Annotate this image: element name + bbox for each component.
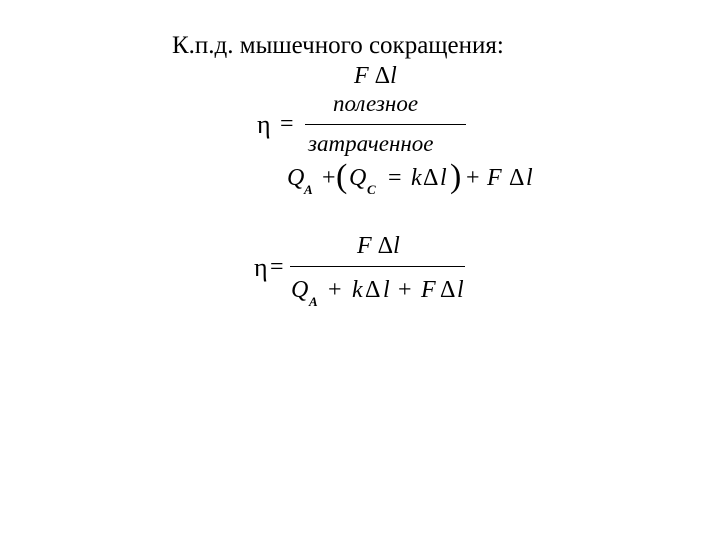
formula3-den-plus1: + [328,277,342,303]
formula2-plus2: + [466,165,480,191]
formula1-denominator: затраченное [308,131,434,156]
formula2-Q: Q [287,165,305,191]
formula2-k: k [411,165,422,191]
formula3-den-l: l [383,277,390,303]
formula2-l2: l [526,165,533,191]
formula3-numerator [357,234,400,258]
formula1-equals: = [280,111,294,137]
formula3-eta: η [254,253,268,282]
formula1-top-l: l [390,63,397,89]
formula3-num-l: l [393,233,400,259]
formula3-den-subA: A [309,294,318,309]
formula1-fraction-bar [305,124,466,125]
page-title: К.п.д. мышечного сокращения: [172,32,504,59]
formula1-eta: η [257,110,271,139]
formula3-fraction-bar [290,266,465,267]
formula2-open-paren: ( [336,158,348,195]
formula3-num-delta: Δ [377,233,394,259]
formula3-den-Q: Q [291,277,309,303]
formula3-den-delta2: Δ [440,277,456,303]
formula3-equals: = [270,254,284,280]
formula1-top-delta: Δ [374,63,391,89]
formula2-F: F [487,165,502,191]
formula2-equals: = [388,165,402,191]
formula2-subA: A [304,182,313,197]
formula2-subC: C [367,182,376,197]
formula3-den-k: k [352,277,363,303]
formula1-numerator: полезное [333,91,419,116]
formula2-plus1: + [322,165,336,191]
formula1-top-F: F [354,63,369,89]
formula3-num-F: F [357,233,372,259]
formula3-den-l2: l [457,277,464,303]
formula1-top-term [354,64,397,88]
formula2-Q2: Q [349,165,367,191]
formula2-close-paren: ) [450,158,462,195]
formula3-den-plus2: + [398,277,412,303]
formula3-den-F: F [421,277,436,303]
formula2-l: l [440,165,447,191]
formula3-den-delta: Δ [365,277,381,303]
formula2-delta: Δ [423,165,439,191]
formula2-delta2: Δ [509,165,525,191]
